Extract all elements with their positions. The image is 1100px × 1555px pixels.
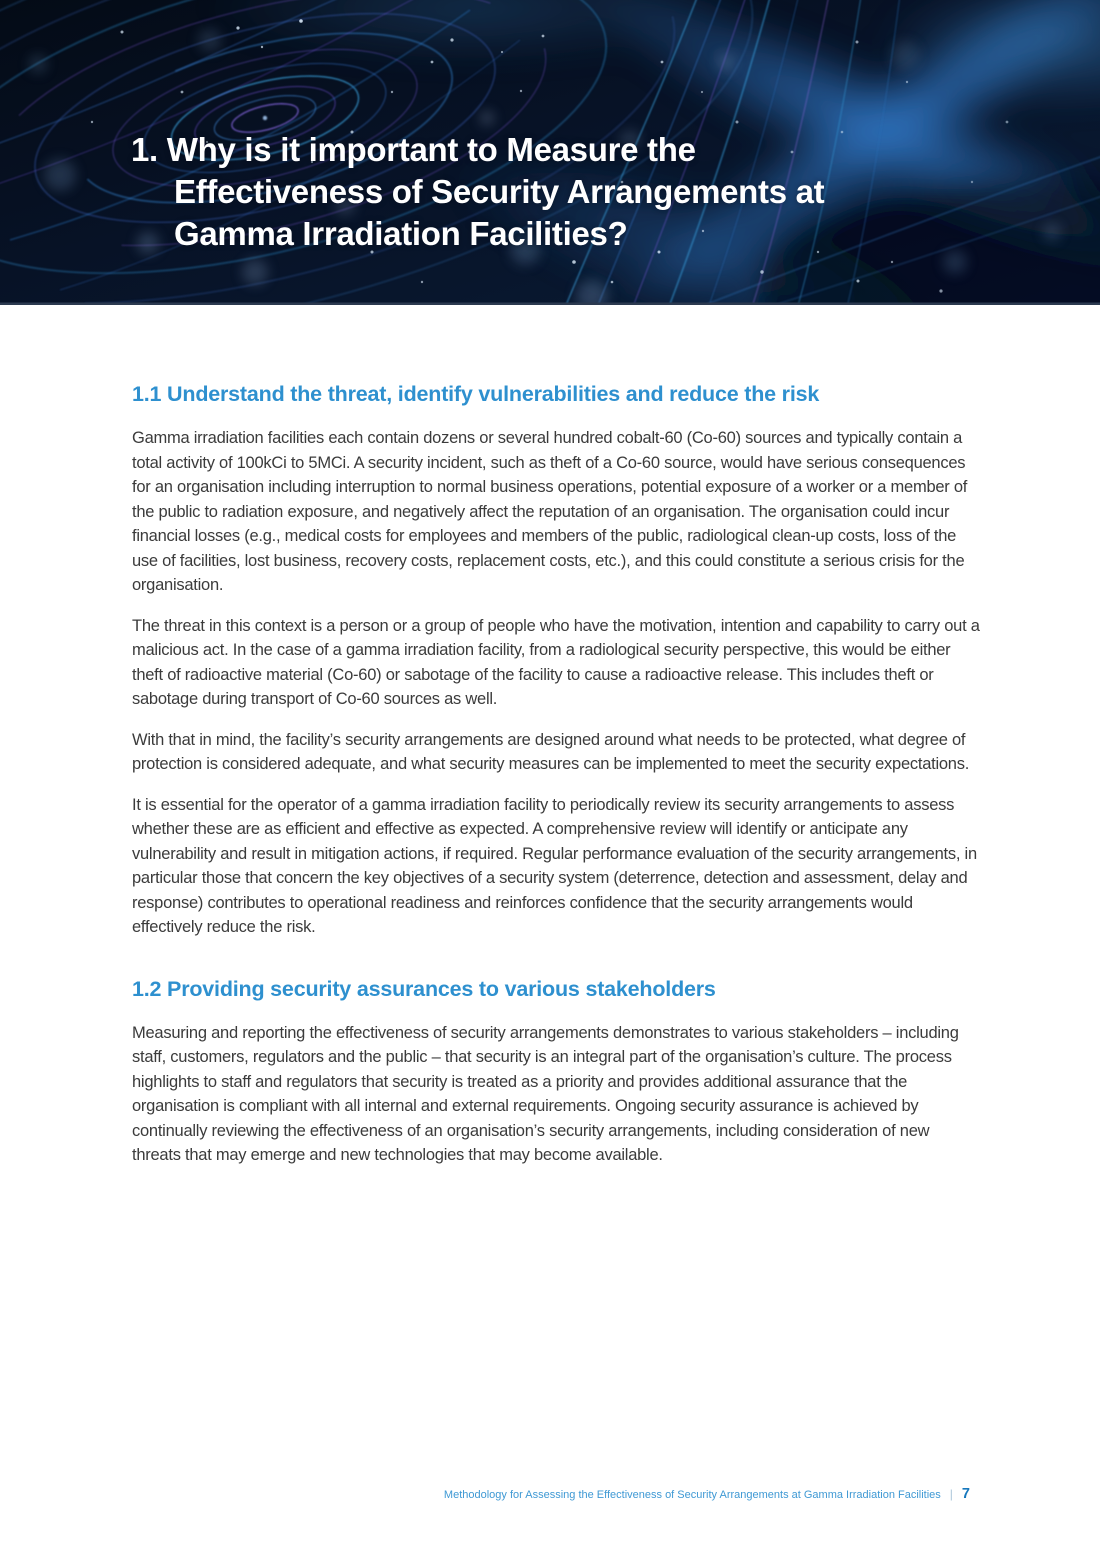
footer-separator: | (949, 1487, 953, 1501)
paragraph: Gamma irradiation facilities each contain dozens or several hundred cobalt-60 (Co-60) sources and typically contain a total activity of 100kCi to 5MCi. A security incident, such as theft of a Co-60 source, would have serious consequences for an organisation including interruption to normal business operations, potential exposure of a worker or a member of the public to radiation exposure, and negatively affect the reputation of an organisation. The organisation could incur financial losses (e.g., medical costs for employees and members of the public, radiological clean-up costs, loss of the use of facilities, lost business, recovery costs, replacement costs, etc.), and this could constitute a serious crisis for the organisation. (132, 429, 968, 594)
page-footer (0, 1486, 970, 1502)
paragraph: The threat in this context is a person or a group of people who have the motivation, intention and capability to carry out a malicious act. In the case of a gamma irradiation facility, from a radiological security perspective, this would be either theft of radioactive material (Co-60) or sabotage of the facility to cause a radioactive release. This includes theft or sabotage during transport of Co-60 sources as well. (132, 616, 980, 708)
page-title-line-2: Effectiveness of Security Arrangements at (174, 173, 825, 210)
paragraph: With that in mind, the facility’s security arrangements are designed around what needs to be protected, what degree of protection is considered adequate, and what security measures can be implemented to meet the security expectations. (132, 730, 970, 773)
footer-page-number: 7 (961, 1486, 970, 1502)
page-title-line-3: Gamma Irradiation Facilities? (174, 215, 628, 252)
section-heading-1-2: 1.2 Providing security assurances to various stakeholders (132, 976, 716, 1001)
page-content (0, 382, 1100, 1168)
section-heading-1-1: 1.1 Understand the threat, identify vulnerabilities and reduce the risk (132, 382, 820, 406)
page-title-line-1: 1. Why is it important to Measure the (131, 131, 696, 168)
page-title (131, 129, 951, 255)
paragraph: It is essential for the operator of a gamma irradiation facility to periodically review its security arrangements to assess whether these are as efficient and effective as expected. A comprehensive review will identify or anticipate any vulnerability and result in mitigation actions, if required. Regular performance evaluation of the security arrangements, in particular those that concern the key objectives of a security system (deterrence, detection and assessment, delay and response) contributes to operational readiness and reinforces confidence that the security arrangements would effectively reduce the risk. (132, 795, 977, 936)
paragraph: Measuring and reporting the effectiveness of security arrangements demonstrates to various stakeholders – including staff, customers, regulators and the public – that security is an integral part of the organisation’s culture. The process highlights to staff and regulators that security is treated as a priority and provides additional assurance that the organisation is compliant with all internal and external requirements. Ongoing security assurance is achieved by continually reviewing the effectiveness of an organisation’s security arrangements, including consideration of new threats that may emerge and new technologies that may become available. (132, 1023, 959, 1164)
footer-document-title: Methodology for Assessing the Effectiveness of Security Arrangements at Gamma Irradiation Facilities (443, 1489, 941, 1501)
header-banner-image (0, 0, 1100, 305)
